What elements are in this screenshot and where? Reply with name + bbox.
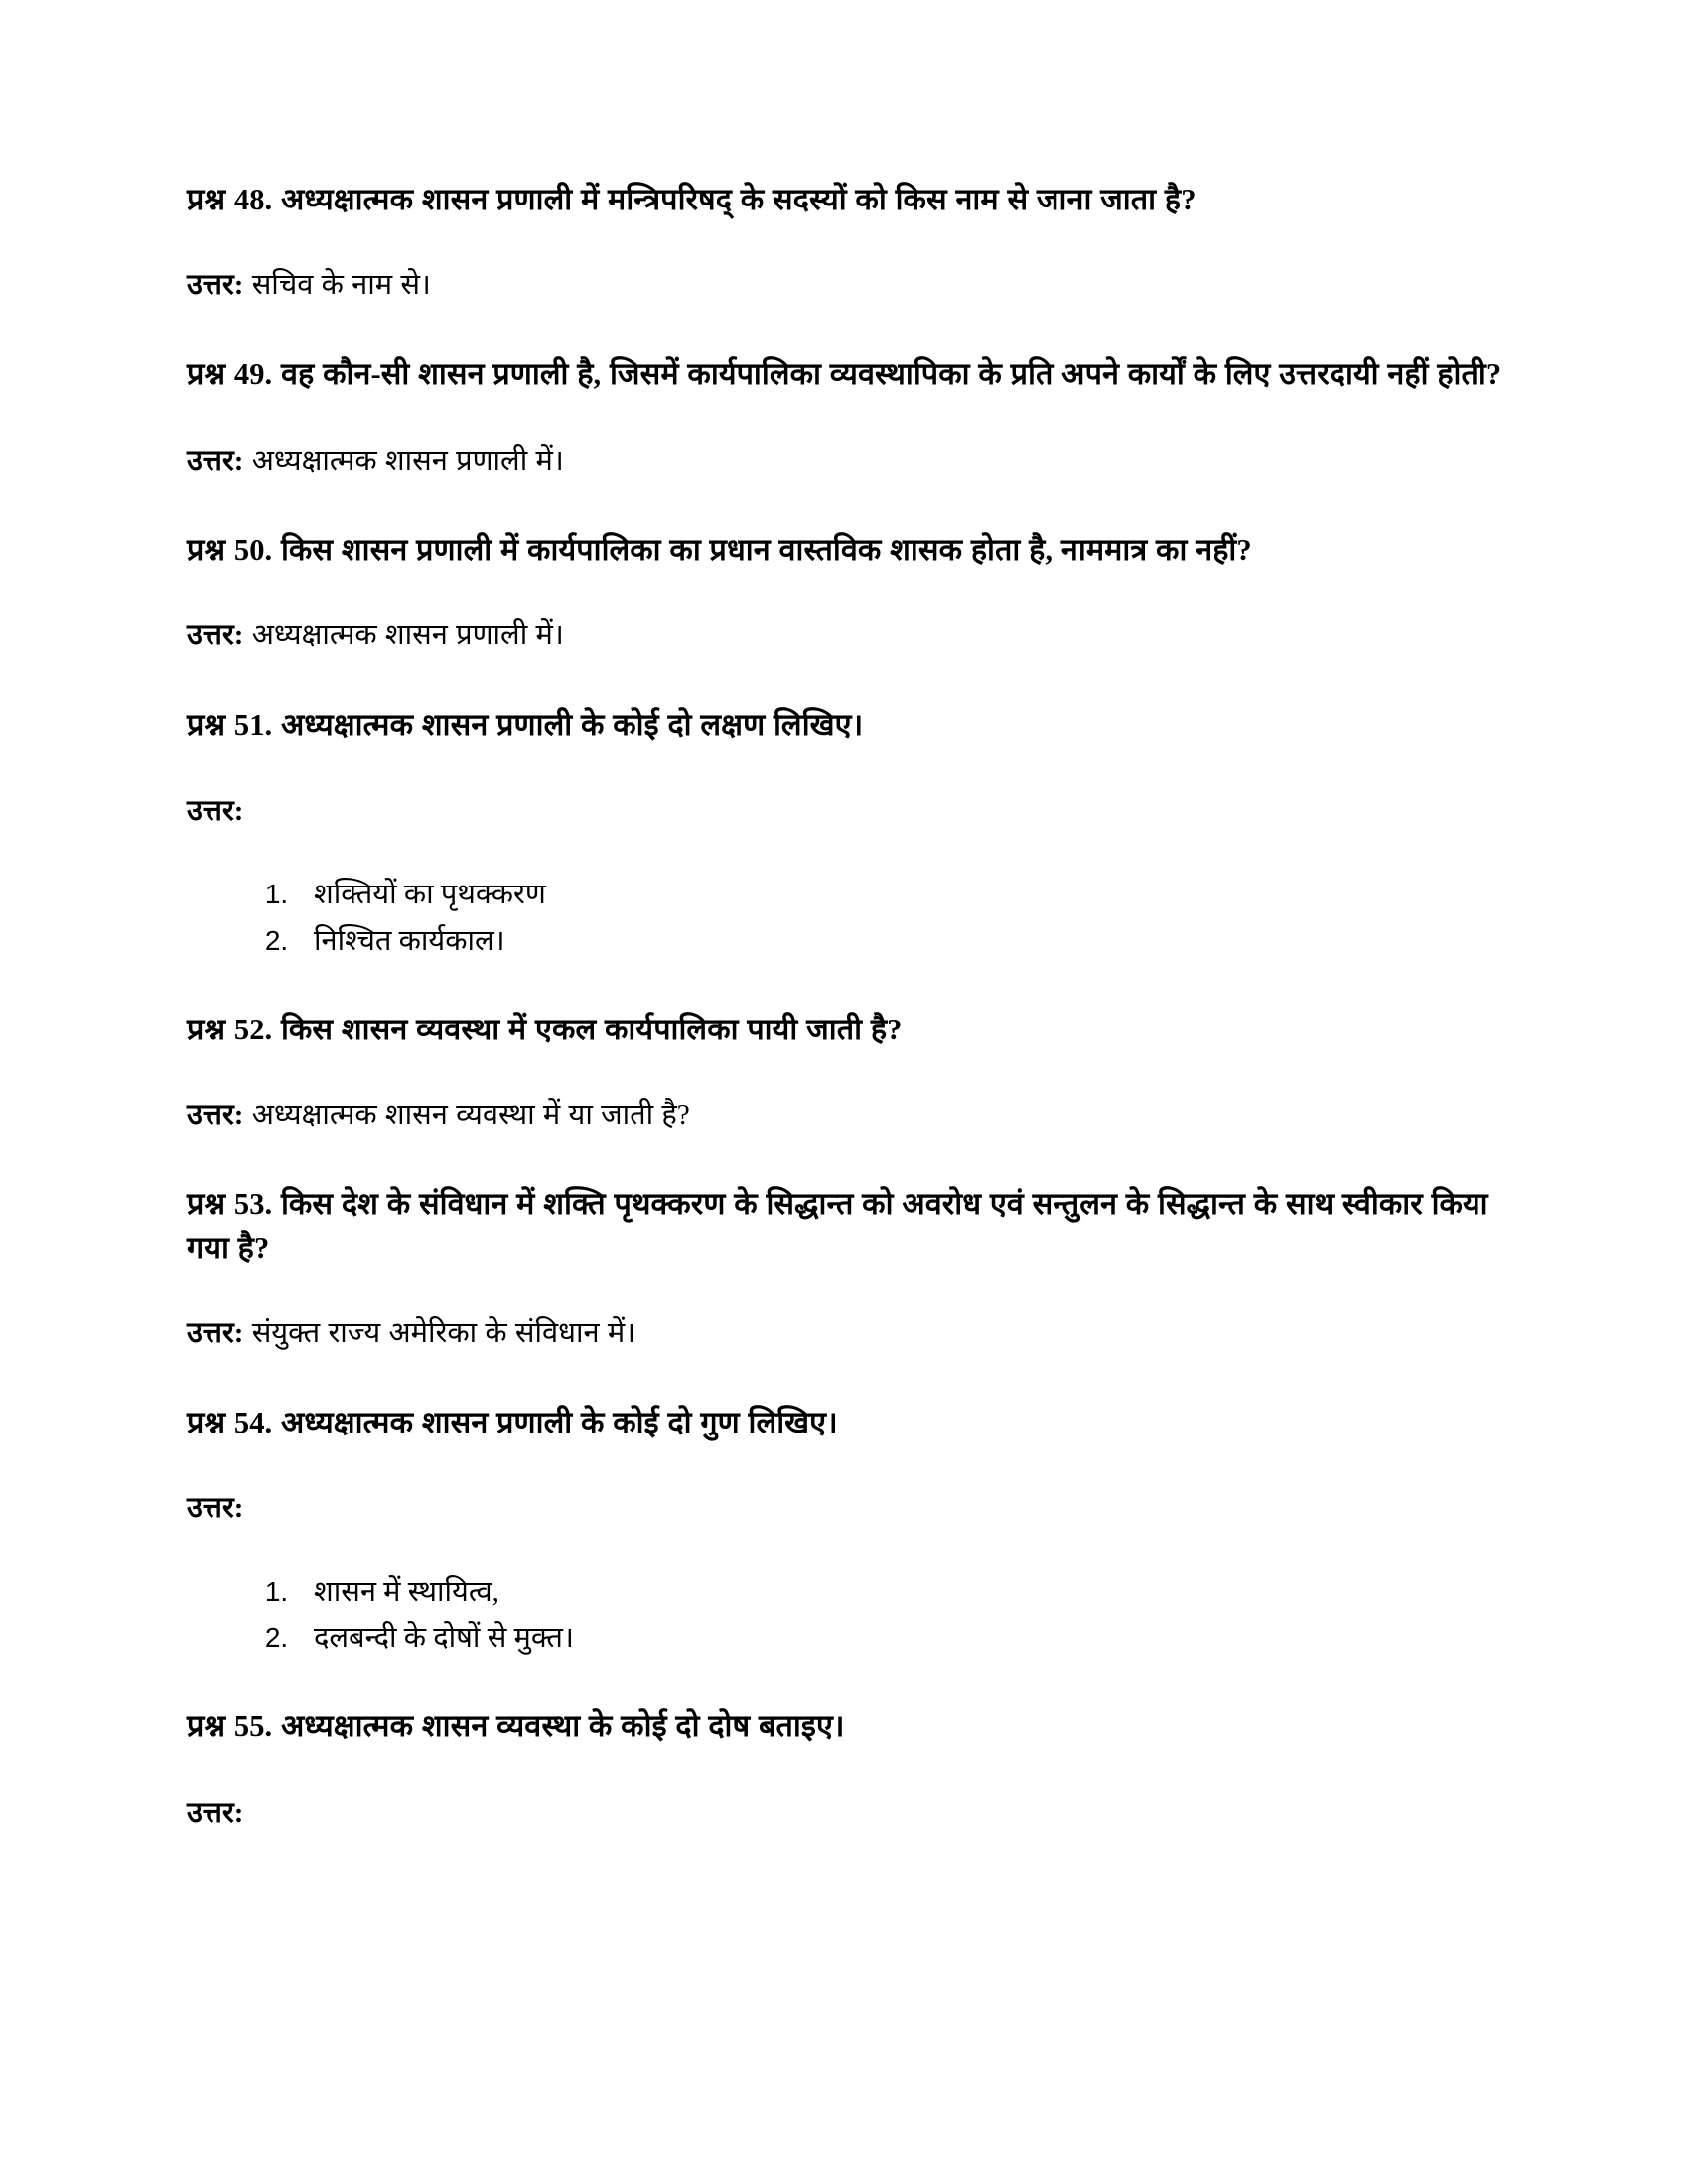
qa-block-q48 — [187, 179, 1507, 306]
answer-paragraph — [187, 1488, 1507, 1529]
answer-paragraph — [187, 1793, 1507, 1834]
qa-block-q55 — [187, 1706, 1507, 1833]
answer-paragraph — [187, 791, 1507, 832]
answer-label: उत्तर: — [187, 794, 244, 827]
qa-block-q49 — [187, 353, 1507, 480]
answer-paragraph — [187, 1095, 1507, 1136]
question-text: प्रश्न 48. अध्यक्षात्मक शासन प्रणाली में मन्त्रिपरिषद् के सदस्यों को किस नाम से जाना जाता है? — [187, 183, 1196, 216]
answer-label: उत्तर: — [187, 444, 244, 477]
answer-paragraph — [187, 441, 1507, 481]
answer-text: संयुक्त राज्य अमेरिका के संविधान में। — [243, 1316, 636, 1349]
question-text: प्रश्न 52. किस शासन व्यवस्था में एकल कार्यपालिका पायी जाती है? — [187, 1012, 903, 1046]
qa-block-q53 — [187, 1183, 1507, 1354]
question-text: प्रश्न 53. किस देश के संविधान में शक्ति पृथक्करण के सिद्धान्त को अवरोध एवं सन्तुलन के सिद्धान्त के साथ स्वीकार किया गया है? — [187, 1187, 1488, 1265]
answer-text: अध्यक्षात्मक शासन व्यवस्था में या जाती है? — [243, 1099, 690, 1132]
question-text: प्रश्न 51. अध्यक्षात्मक शासन प्रणाली के कोई दो लक्षण लिखिए। — [187, 708, 864, 743]
answer-text: अध्यक्षात्मक शासन प्रणाली में। — [243, 619, 564, 652]
list-item: 1. शक्तियों का पृथक्करण — [296, 872, 1507, 918]
answer-text: अध्यक्षात्मक शासन प्रणाली में। — [243, 444, 564, 477]
answer-paragraph — [187, 615, 1507, 656]
question-text: प्रश्न 49. वह कौन-सी शासन प्रणाली है, जिसमें कार्यपालिका व्यवस्थापिका के प्रति अपने कार्यों के लिए उत्तरदायी नहीं होती? — [187, 357, 1502, 392]
question-text: प्रश्न 54. अध्यक्षात्मक शासन प्रणाली के कोई दो गुण लिखिए। — [187, 1406, 838, 1440]
qa-block-q50 — [187, 529, 1507, 656]
answer-label: उत्तर: — [187, 1316, 244, 1349]
list-item: 2. निश्चित कार्यकाल। — [296, 918, 1507, 965]
document-content — [187, 179, 1507, 1834]
answer-label: उत्तर: — [187, 1099, 244, 1132]
answer-label: उत्तर: — [187, 619, 244, 652]
list-item: 1. शासन में स्थायित्व, — [296, 1570, 1507, 1616]
answer-list — [187, 872, 1507, 965]
answer-list — [187, 1570, 1507, 1663]
answer-label: उत्तर: — [187, 1796, 244, 1829]
qa-block-q52 — [187, 1009, 1507, 1136]
question-text: प्रश्न 50. किस शासन प्रणाली में कार्यपालिका का प्रधान वास्तविक शासक होता है, नाममात्र का नहीं? — [187, 532, 1252, 567]
qa-block-q54 — [187, 1402, 1507, 1662]
answer-paragraph — [187, 265, 1507, 306]
answer-text: सचिव के नाम से। — [243, 269, 431, 302]
answer-label: उत्तर: — [187, 1492, 244, 1525]
answer-label: उत्तर: — [187, 269, 244, 302]
qa-block-q51 — [187, 704, 1507, 964]
list-item: 2. दलबन्दी के दोषों से मुक्त। — [296, 1615, 1507, 1662]
question-text: प्रश्न 55. अध्यक्षात्मक शासन व्यवस्था के कोई दो दोष बताइए। — [187, 1709, 845, 1744]
answer-paragraph — [187, 1313, 1507, 1354]
